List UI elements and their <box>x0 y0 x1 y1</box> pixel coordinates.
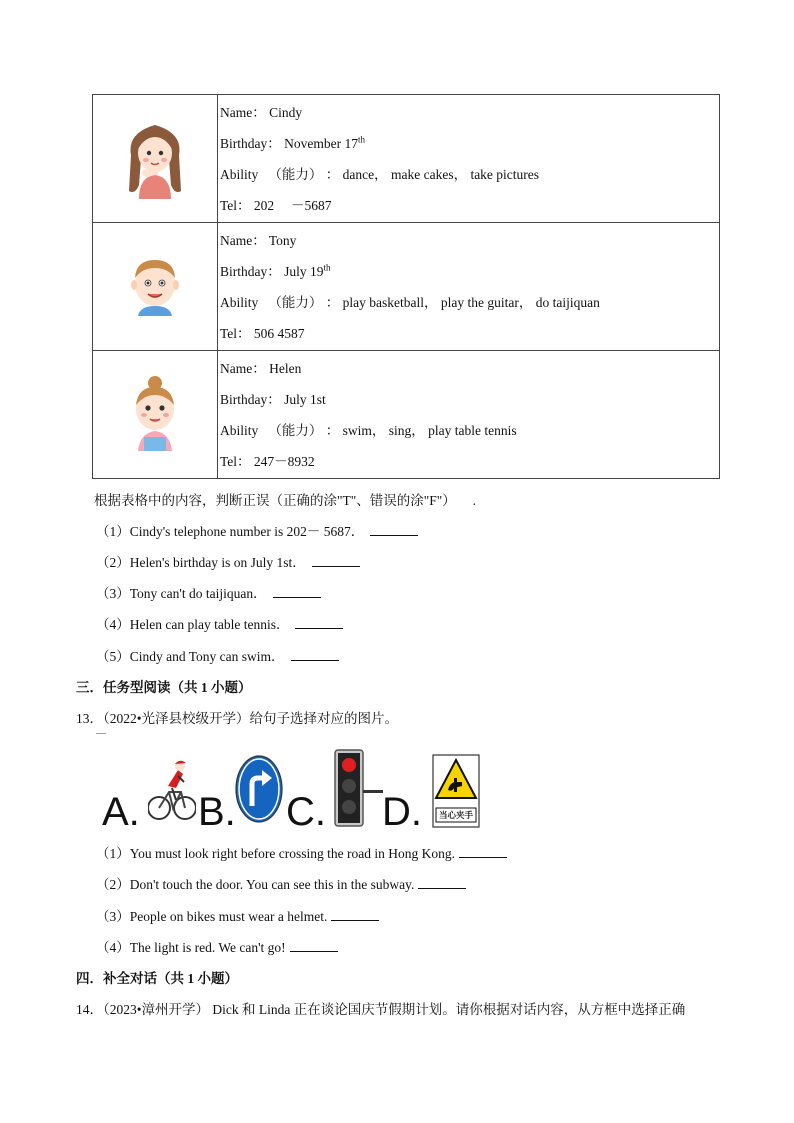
cindy-birthday-sup: th <box>357 134 365 144</box>
girl-helen-avatar <box>130 375 180 451</box>
helen-name: Name： Helen <box>220 360 302 376</box>
boy-tony-avatar <box>128 254 182 316</box>
q13-item-1 <box>96 842 507 862</box>
cindy-ability: Ability （能力） ： dance， make cakes， take pictures <box>220 166 540 182</box>
profile-row-helen <box>93 351 720 479</box>
section-3-heading: 三．任务型阅读（共 1 小题） <box>76 680 252 695</box>
tony-birthday <box>220 256 719 287</box>
q13-blank-2[interactable] <box>418 876 466 889</box>
cindy-info-cell <box>218 95 720 223</box>
profile-table <box>92 94 720 479</box>
cindy-name: Name： Cindy <box>220 104 303 120</box>
q13-item-4-text: （4）The light is red. We can't go! <box>96 940 286 955</box>
tf-instruction: 根据表格中的内容，判断正误（正确的涂"T"、错误的涂"F"） . <box>94 493 477 508</box>
answer-blank-5[interactable] <box>291 648 339 661</box>
tf-question-3 <box>96 582 321 602</box>
q13-blank-1[interactable] <box>459 845 507 858</box>
tf-question-4 <box>96 613 343 633</box>
question-13-dash: — <box>96 728 106 739</box>
option-b-label: B. <box>198 790 236 834</box>
helen-info-cell <box>218 351 720 479</box>
q13-item-4 <box>96 936 338 956</box>
question-13-title: 13．（2022•光泽县校级开学）给句子选择对应的图片。 <box>76 711 398 726</box>
option-c-label: C. <box>286 790 326 834</box>
q13-item-3-text: （3）People on bikes must wear a helmet. <box>96 909 328 924</box>
q13-item-2 <box>96 873 466 893</box>
cindy-photo-cell <box>93 95 218 223</box>
q13-blank-3[interactable] <box>331 908 379 921</box>
tony-photo-cell <box>93 223 218 351</box>
q13-item-2-text: （2）Don't touch the door. You can see this in the subway. <box>96 877 415 892</box>
tony-birthday-sup: th <box>323 262 331 272</box>
tf-question-4-text: （4）Helen can play table tennis． <box>96 617 290 632</box>
q13-blank-4[interactable] <box>290 939 338 952</box>
tony-ability: Ability （能力） ： play basketball， play the guitar， do taijiquan <box>220 294 600 310</box>
question-14-title: 14．（2023•漳州开学） Dick 和 Linda 正在谈论国庆节假期计划。请你根据对话内容，从方框中选择正确 <box>76 1002 686 1017</box>
answer-blank-1[interactable] <box>370 523 418 536</box>
option-d-label: D. <box>382 790 422 834</box>
helen-ability: Ability （能力） ： swim， sing， play table tennis <box>220 422 517 438</box>
turn-right-sign-icon <box>234 754 284 824</box>
tf-question-1-text: （1）Cindy's telephone number is 202－ 5687． <box>96 524 365 539</box>
profile-row-cindy <box>93 95 720 223</box>
cindy-birthday <box>220 128 719 159</box>
tony-info-cell <box>218 223 720 351</box>
tf-question-5-text: （5）Cindy and Tony can swim． <box>96 649 285 664</box>
cindy-tel: Tel： 202 －5687 <box>220 197 332 213</box>
profile-row-tony <box>93 223 720 351</box>
option-a-label: A. <box>102 790 140 834</box>
tf-question-2 <box>96 551 360 571</box>
q13-item-3 <box>96 905 379 925</box>
tony-name: Name： Tony <box>220 232 297 248</box>
answer-blank-2[interactable] <box>312 554 360 567</box>
tf-question-3-text: （3）Tony can't do taijiquan． <box>96 586 267 601</box>
answer-blank-3[interactable] <box>273 585 321 598</box>
tf-question-2-text: （2）Helen's birthday is on July 1st． <box>96 555 306 570</box>
cindy-birthday-text: Birthday： November 17 <box>220 135 358 151</box>
cyclist-helmet-icon <box>148 756 196 826</box>
helen-birthday-text: Birthday： July 1st <box>220 391 326 407</box>
section-4-heading: 四．补全对话（共 1 小题） <box>76 971 238 986</box>
girl-cindy-avatar <box>125 115 185 199</box>
picture-options <box>100 748 500 832</box>
q13-item-1-text: （1）You must look right before crossing the road in Hong Kong. <box>96 846 455 861</box>
answer-blank-4[interactable] <box>295 616 343 629</box>
tf-question-1 <box>96 520 418 540</box>
helen-birthday <box>220 384 719 415</box>
traffic-light-icon <box>332 748 384 828</box>
tony-birthday-text: Birthday： July 19 <box>220 263 324 279</box>
helen-tel: Tel： 247－8932 <box>220 453 315 469</box>
tf-question-5 <box>96 645 339 665</box>
tony-tel: Tel： 506 4587 <box>220 325 305 341</box>
helen-photo-cell <box>93 351 218 479</box>
caution-sign-text: 当心夹手 <box>438 811 473 821</box>
